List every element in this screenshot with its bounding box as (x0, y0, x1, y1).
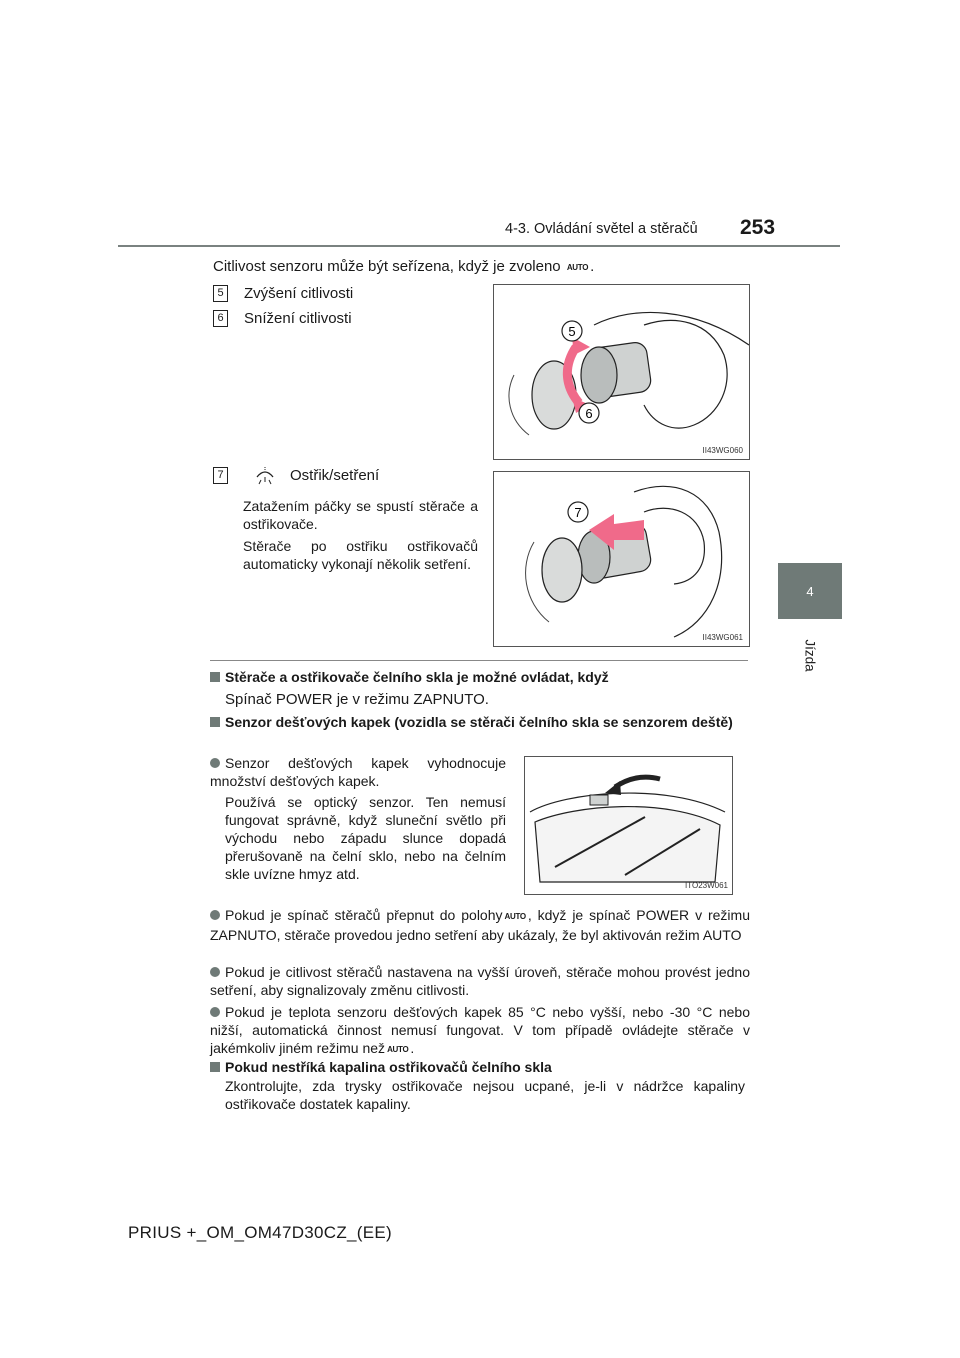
chapter-tab: 4 (778, 563, 842, 619)
item-label-wash: Ostřik/setření (290, 467, 380, 484)
wash-lever-illustration (494, 472, 749, 646)
round-bullet-icon (210, 1007, 220, 1017)
bullet-optical-sensor: Používá se optický senzor. Ten nemusí fungovat správně, když sluneční světlo při východu nebo západu slunce dopadá přerušovaně na čelní sklo, nebo na čelním skle uvízne hmyz atd. (225, 794, 506, 882)
item-number-7: 7 (213, 467, 228, 484)
chapter-label-text: Jízda (802, 638, 818, 672)
wiper-lever-illustration (494, 285, 749, 459)
callout-7: 7 (574, 505, 582, 520)
bullet-text-2: , když je spínač POWER v režimu ZAPNUTO, stěrače provedou jedno setření aby ukázaly, že byl aktivován režim AUTO (210, 907, 750, 943)
note-text: Spínač POWER je v režimu ZAPNUTO. (225, 691, 489, 708)
bullet-sensitivity (210, 963, 750, 999)
note-rain-sensor (210, 713, 750, 731)
auto-symbol-icon: AUTO (566, 263, 589, 272)
bullet-text: Senzor dešťových kapek vyhodnocuje množství dešťových kapek. (210, 755, 506, 789)
chapter-label (778, 625, 842, 685)
auto-symbol-icon: AUTO (504, 912, 526, 921)
note-title: Stěrače a ostřikovače čelního skla je možné ovládat, když (225, 669, 609, 685)
figure-code: ITO23W061 (685, 881, 728, 890)
callout-6: 6 (585, 406, 593, 421)
note-text: Zkontrolujte, zda trysky ostřikovače nejsou ucpané, je-li v nádržce kapaliny ostřikovače dostatek kapaliny. (225, 1078, 745, 1112)
header-rule (118, 245, 840, 247)
bullet-text-2: . (410, 1040, 415, 1056)
item-label-decrease: Snížení citlivosti (244, 310, 352, 327)
figure-code: II43WG061 (702, 633, 743, 642)
washer-icon (254, 465, 276, 485)
figure-code: II43WG060 (702, 446, 743, 455)
bullet-temperature (210, 1003, 750, 1059)
item7-desc-1: Zatažením páčky se spustí stěrače a ostřikovače. (243, 498, 478, 532)
section-divider (210, 660, 748, 661)
bullet-text: Pokud je citlivost stěračů nastavena na vyšší úroveň, stěrače mohou provést jedno setření, aby signalizovaly změnu citlivosti. (210, 964, 750, 998)
round-bullet-icon (210, 967, 220, 977)
page-number: 253 (740, 216, 776, 239)
item-number-5: 5 (213, 285, 228, 302)
note-washer-fluid (210, 1058, 750, 1076)
square-bullet-icon (210, 717, 220, 727)
item-number-6: 6 (213, 310, 228, 327)
note-title: Pokud nestříká kapalina ostřikovačů čelního skla (225, 1059, 552, 1075)
bullet-auto-mode (210, 906, 750, 944)
note-operation (210, 668, 750, 686)
figure-wash-lever (493, 471, 750, 647)
intro-text: Citlivost senzoru může být seřízena, když je zvoleno (213, 258, 561, 275)
section-title: 4-3. Ovládání světel a stěračů (505, 221, 698, 237)
auto-symbol-icon: AUTO (387, 1045, 409, 1054)
note-title: Senzor dešťových kapek (vozidla se stěrači čelního skla se senzorem deště) (225, 714, 733, 730)
figure-windshield-sensor (524, 756, 733, 895)
callout-5: 5 (568, 324, 576, 339)
windshield-illustration (525, 757, 732, 894)
item-label-increase: Zvýšení citlivosti (244, 285, 354, 302)
document-footer: PRIUS +_OM_OM47D30CZ_(EE) (128, 1223, 392, 1242)
bullet-text: Pokud je teplota senzoru dešťových kapek 85 °C nebo vyšší, nebo -30 °C nebo nižší, automatická činnost nemusí fungovat. V tom případě ovládejte stěrače v jakémkoliv jiném režimu než (210, 1004, 750, 1056)
intro-line (213, 257, 733, 277)
round-bullet-icon (210, 910, 220, 920)
square-bullet-icon (210, 1062, 220, 1072)
item7-desc-2: Stěrače po ostřiku ostřikovačů automaticky vykonají několik setření. (243, 538, 478, 572)
intro-end: . (590, 258, 595, 275)
round-bullet-icon (210, 758, 220, 768)
bullet-text: Pokud je spínač stěračů přepnut do polohy (225, 907, 503, 923)
figure-sensitivity-dial (493, 284, 750, 460)
square-bullet-icon (210, 672, 220, 682)
bullet-sensor (210, 754, 506, 790)
